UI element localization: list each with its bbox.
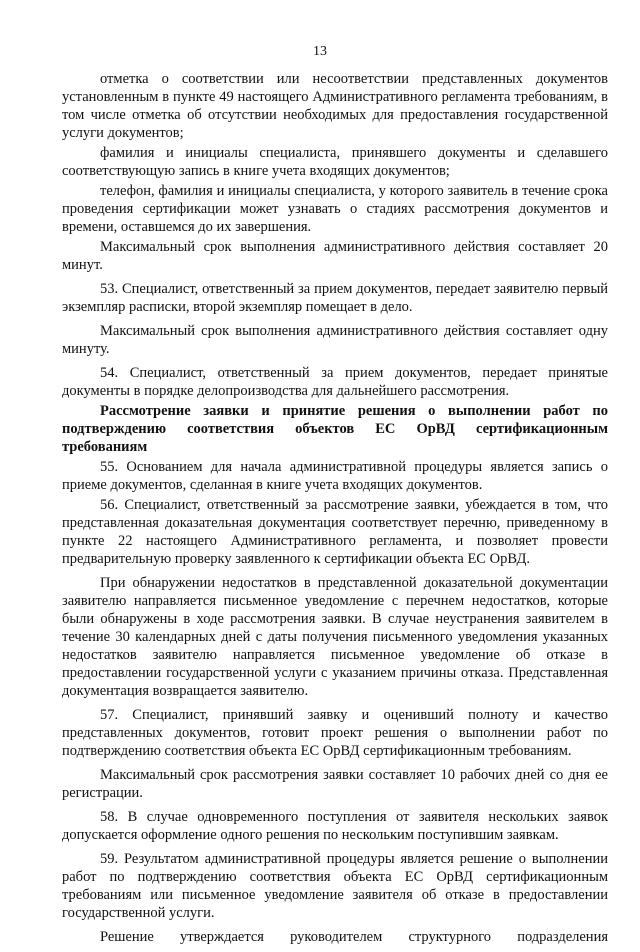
document-body xyxy=(62,70,608,952)
paragraph: телефон, фамилия и инициалы специалиста, у которого заявитель в течение срока проведения сертификации может узнавать о стадиях рассмотрения документов и времени, оставшемся до их завершения. xyxy=(62,183,608,235)
paragraph: Решение утверждается руководителем структурного подразделения xyxy=(100,929,608,945)
paragraph: Максимальный срок рассмотрения заявки составляет 10 рабочих дней со дня ее регистрации. xyxy=(62,767,608,801)
paragraph: 57. Специалист, принявший заявку и оценивший полноту и качество представленных документов, готовит проект решения о выполнении работ по подтверждению соответствия объекта ЕС ОрВД сертификационным требованиям. xyxy=(62,707,608,759)
paragraph: Максимальный срок выполнения административного действия составляет одну минуту. xyxy=(62,323,608,357)
paragraph: отметка о соответствии или несоответствии представленных документов установленным в пункте 49 настоящего Административного регламента требованиям, в том числе отметка об отсутствии необходимых для предоставления государственной услуги документов; xyxy=(62,71,608,141)
paragraph: Максимальный срок выполнения административного действия составляет 20 минут. xyxy=(62,239,608,273)
paragraph: 53. Специалист, ответственный за прием документов, передает заявителю первый экземпляр расписки, второй экземпляр помещает в дело. xyxy=(62,281,608,315)
paragraph: 58. В случае одновременного поступления от заявителя нескольких заявок допускается оформление одного решения по нескольким поступившим заявкам. xyxy=(62,809,608,843)
section-heading: Рассмотрение заявки и принятие решения о выполнении работ по подтверждению соответствия объектов ЕС ОрВД сертификационным требованиям xyxy=(62,403,608,455)
paragraph: 55. Основанием для начала административной процедуры является запись о приеме документов, сделанная в книге учета входящих документов. xyxy=(62,459,608,493)
page-number: 13 xyxy=(313,44,327,59)
paragraph: фамилия и инициалы специалиста, принявшего документы и сделавшего соответствующую запись в книге учета входящих документов; xyxy=(62,145,608,179)
paragraph: При обнаружении недостатков в представленной доказательной документации заявителю направляется письменное уведомление с перечнем недостатков, которые были обнаружены в ходе рассмотрения заявки. В случае неустранения заявителем в течение 30 календарных дней с даты получения письменного уведомления указанных недостатков заявителю направляется письменное уведомление об отказе в предоставлении государственной услуги с указанием причины отказа. Представленная документация возвращается заявителю. xyxy=(62,575,608,699)
paragraph: 59. Результатом административной процедуры является решение о выполнении работ по подтверждению соответствия объекта ЕС ОрВД сертификационным требованиям или письменное уведомление заявителя об отказе в предоставлении государственной услуги. xyxy=(62,851,608,921)
paragraph: 54. Специалист, ответственный за прием документов, передает принятые документы в порядке делопроизводства для дальнейшего рассмотрения. xyxy=(62,365,608,399)
paragraph: 56. Специалист, ответственный за рассмотрение заявки, убеждается в том, что представленная доказательная документация соответствует перечню, приведенному в пункте 22 настоящего Административного регламента, и позволяет провести предварительную проверку заявленного к сертификации объекта ЕС ОрВД. xyxy=(62,497,608,567)
